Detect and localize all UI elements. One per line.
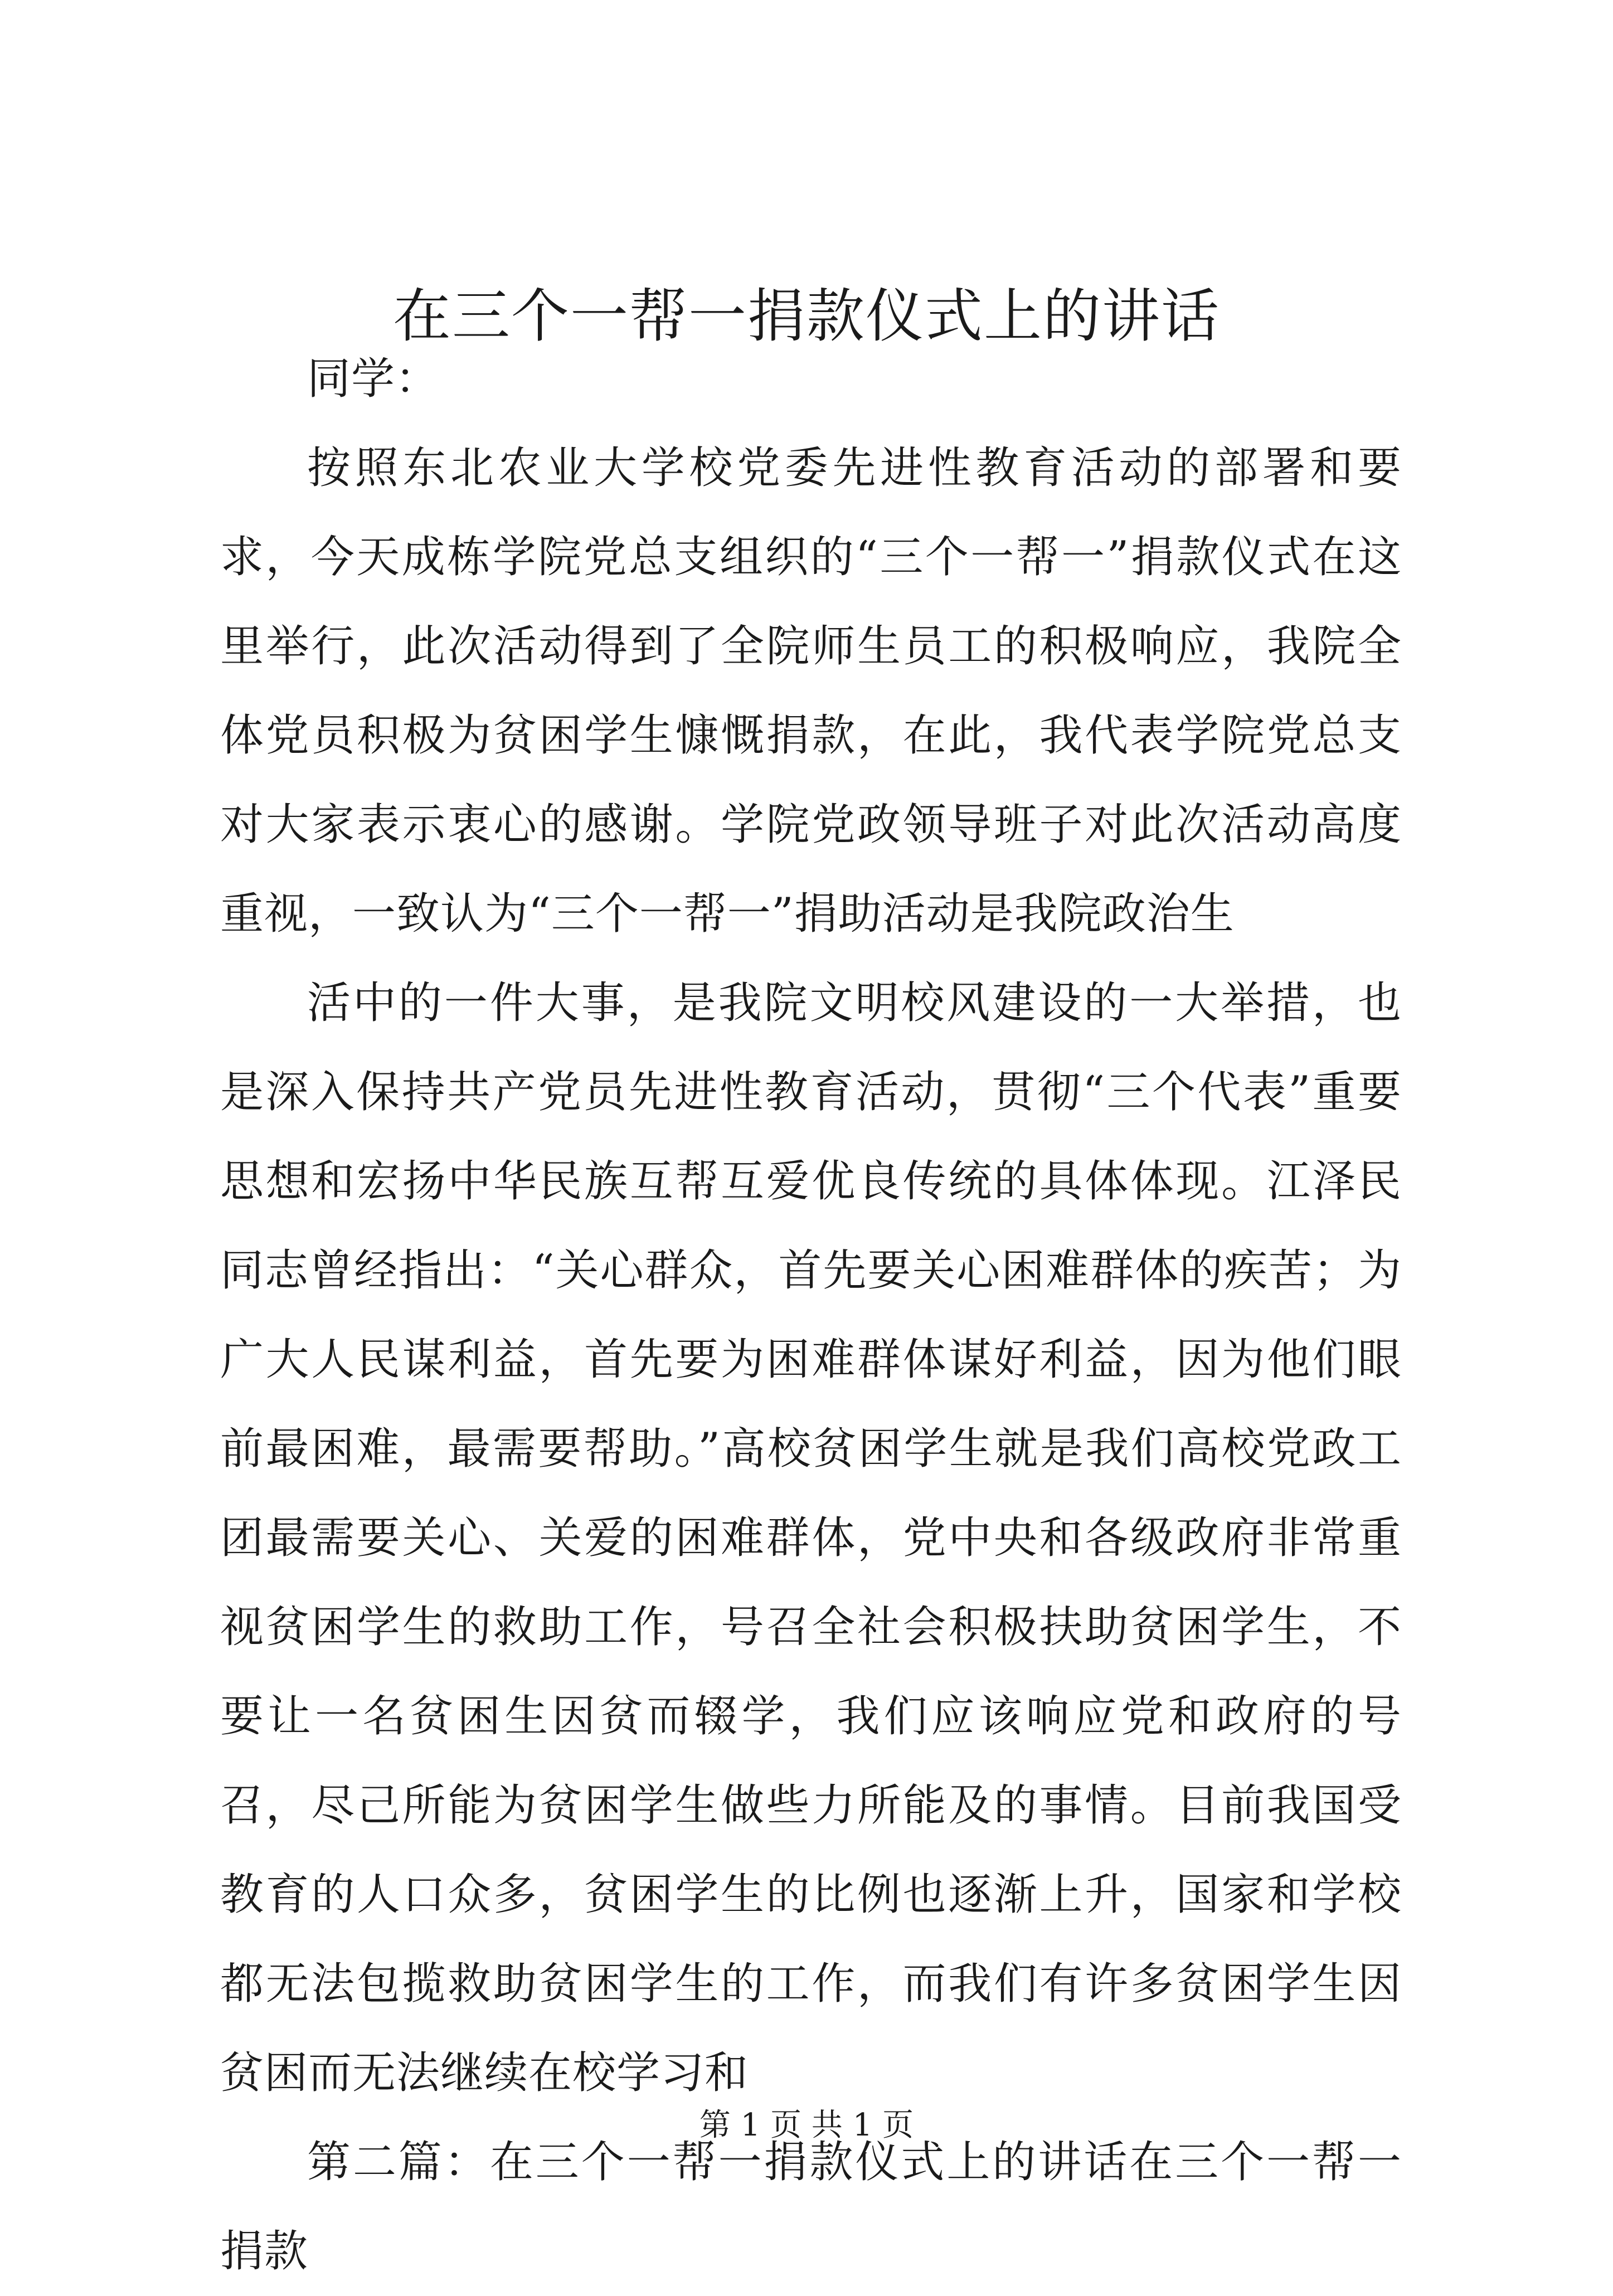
- paragraph-3: 第二篇：在三个一帮一捐款仪式上的讲话在三个一帮一捐款: [220, 2137, 1402, 2276]
- document-body: [220, 334, 1402, 2296]
- paragraph-2: 活中的一件大事，是我院文明校风建设的一大举措，也是深入保持共产党员先进性教育活动，贯彻“三个代表”重要思想和宏扬中华民族互帮互爱优良传统的具体体现。江泽民同志曾经指出：“关心群众，首先要关心困难群体的疾苦；为广大人民谋利益，首先要为困难群体谋好利益，因为他们眼前最困难，最需要帮助。”高校贫困学生就是我们高校党政工团最需要关心、关爱的困难群体，党中央和各级政府非常重视贫困学生的救助工作，号召全社会积极扶助贫困学生，不要让一名贫困生因贫而辍学，我们应该响应党和政府的号召，尽己所能为贫困学生做些力所能及的事情。目前我国受教育的人口众多，贫困学生的比例也逐渐上升，国家和学校都无法包揽救助贫困学生的工作，而我们有许多贫困学生因贫困而无法继续在校学习和: [220, 978, 1402, 2098]
- page-footer: 第 1 页 共 1 页: [699, 2107, 914, 2143]
- document-title: 在三个一帮一捐款仪式上的讲话: [392, 282, 1220, 350]
- paragraph-1: 按照东北农业大学校党委先进性教育活动的部署和要求，今天成栋学院党总支组织的“三个一帮一”捐款仪式在这里举行，此次活动得到了全院师生员工的积极响应，我院全体党员积极为贫困学生慷慨捐款，在此，我代表学院党总支对大家表示衷心的感谢。学院党政领导班子对此次活动高度重视，一致认为“三个一帮一”捐助活动是我院政治生: [220, 443, 1402, 939]
- salutation: 同学：: [307, 354, 440, 404]
